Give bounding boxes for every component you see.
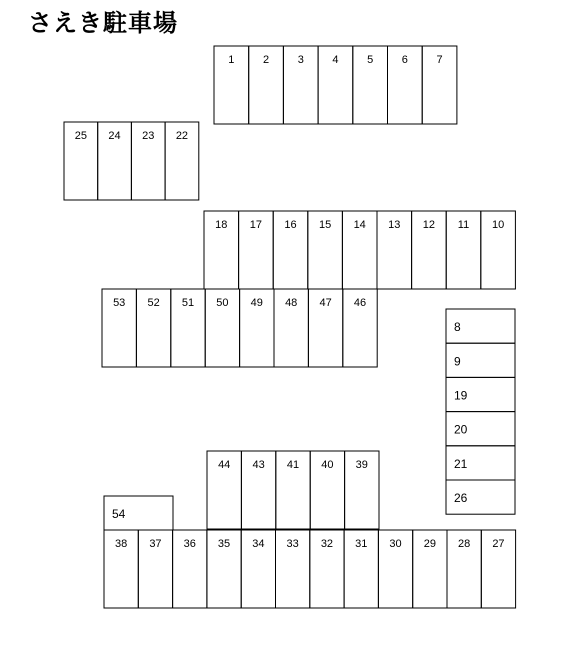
parking-space — [165, 122, 199, 200]
space-number: 18 — [215, 219, 228, 231]
parking-space — [447, 530, 481, 608]
space-number: 35 — [217, 538, 231, 550]
parking-space — [446, 446, 515, 480]
parking-space — [446, 309, 515, 343]
parking-space — [104, 530, 138, 608]
parking-space — [207, 530, 241, 608]
space-number: 13 — [388, 219, 401, 231]
parking-space — [131, 122, 165, 200]
parking-space — [241, 451, 275, 529]
parking-space — [276, 451, 310, 529]
parking-space — [446, 412, 515, 446]
space-number: 50 — [216, 297, 229, 309]
parking-space — [388, 46, 423, 124]
parking-space — [276, 530, 310, 608]
parking-space — [422, 46, 457, 124]
space-number: 2 — [262, 54, 270, 66]
space-number: 1 — [228, 54, 235, 66]
parking-space — [481, 211, 516, 289]
space-number: 43 — [252, 459, 265, 471]
parking-space — [207, 451, 241, 529]
space-number: 52 — [147, 297, 160, 309]
parking-space — [204, 211, 239, 289]
space-number: 15 — [318, 219, 332, 231]
space-number: 12 — [422, 219, 436, 231]
space-number: 3 — [297, 54, 304, 66]
space-number: 26 — [454, 491, 468, 506]
parking-space — [136, 289, 170, 367]
page-title: さえき駐車場 — [28, 9, 178, 37]
parking-space — [310, 530, 344, 608]
space-number: 32 — [320, 538, 334, 550]
parking-space — [446, 377, 515, 411]
parking-space — [102, 289, 136, 367]
parking-space — [308, 289, 342, 367]
parking-space — [446, 343, 515, 377]
space-number: 11 — [457, 219, 470, 231]
space-number: 48 — [285, 297, 298, 309]
space-number: 23 — [142, 130, 155, 142]
parking-space — [214, 46, 249, 124]
space-number: 44 — [218, 459, 231, 471]
space-number: 33 — [286, 538, 299, 550]
parking-space — [446, 211, 481, 289]
space-number: 29 — [423, 538, 436, 550]
parking-space — [104, 496, 173, 530]
parking-space — [205, 289, 239, 367]
parking-space — [353, 46, 388, 124]
space-number: 16 — [284, 219, 297, 231]
parking-space — [98, 122, 132, 200]
space-number: 17 — [249, 219, 263, 231]
parking-space — [138, 530, 172, 608]
space-number: 14 — [353, 219, 366, 231]
space-number: 28 — [458, 538, 471, 550]
parking-space — [308, 211, 343, 289]
space-number: 27 — [492, 538, 505, 550]
space-number: 19 — [454, 388, 468, 403]
space-number: 7 — [436, 54, 443, 66]
parking-space — [310, 451, 344, 529]
parking-space — [283, 46, 318, 124]
space-number: 20 — [454, 422, 468, 437]
space-number: 31 — [355, 538, 368, 550]
space-number: 30 — [389, 538, 402, 550]
space-number: 49 — [250, 297, 263, 309]
space-number: 6 — [401, 54, 408, 66]
parking-space — [446, 480, 515, 514]
parking-space — [273, 211, 308, 289]
space-number: 8 — [454, 320, 461, 335]
space-number: 51 — [181, 297, 195, 309]
parking-space — [343, 289, 377, 367]
space-number: 40 — [321, 459, 334, 471]
space-number: 39 — [355, 459, 368, 471]
space-number: 24 — [108, 130, 121, 142]
space-number: 47 — [319, 297, 332, 309]
parking-space — [249, 46, 284, 124]
parking-space — [274, 289, 308, 367]
parking-space — [345, 451, 379, 529]
parking-space — [377, 211, 412, 289]
space-number: 25 — [74, 130, 87, 142]
parking-space — [240, 289, 274, 367]
space-number: 5 — [367, 54, 374, 66]
parking-space — [344, 530, 378, 608]
space-number: 41 — [286, 459, 300, 471]
space-number: 34 — [252, 538, 265, 550]
parking-space — [378, 530, 412, 608]
parking-space — [412, 211, 447, 289]
space-number: 46 — [353, 297, 367, 309]
parking-space — [64, 122, 98, 200]
space-number: 37 — [149, 538, 162, 550]
space-number: 22 — [175, 130, 189, 142]
space-number: 4 — [332, 54, 339, 66]
space-number: 9 — [454, 354, 461, 369]
parking-space — [342, 211, 377, 289]
parking-space — [241, 530, 275, 608]
space-number: 38 — [115, 538, 128, 550]
space-number: 54 — [112, 507, 126, 521]
parking-space — [239, 211, 274, 289]
space-number: 53 — [113, 297, 126, 309]
space-number: 21 — [454, 456, 468, 471]
parking-space — [481, 530, 515, 608]
parking-space — [171, 289, 205, 367]
space-number: 36 — [183, 538, 196, 550]
space-number: 10 — [491, 219, 505, 231]
parking-space — [413, 530, 447, 608]
parking-space — [318, 46, 353, 124]
parking-space — [173, 530, 207, 608]
